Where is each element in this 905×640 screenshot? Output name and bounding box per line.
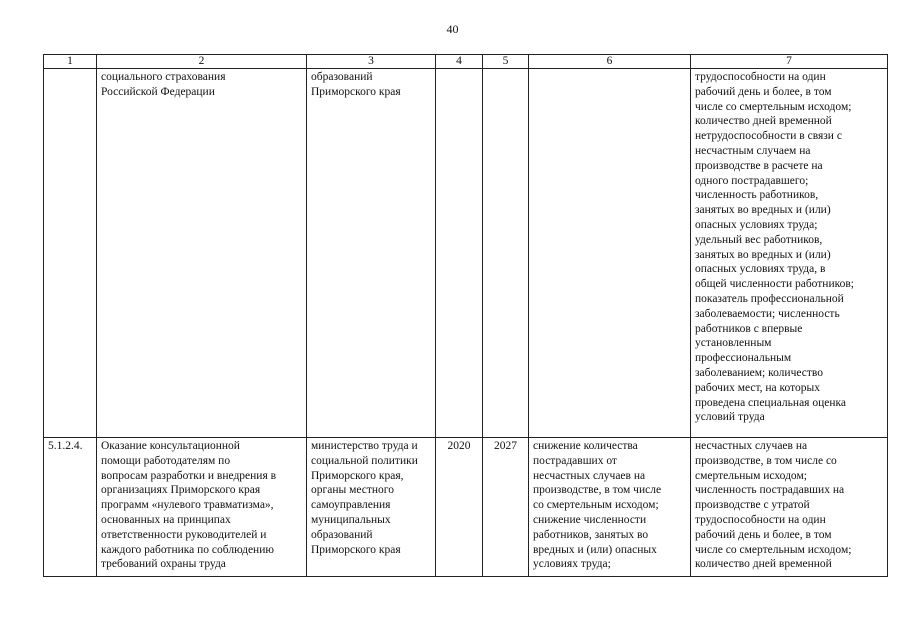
column-header: 3 <box>307 55 436 69</box>
cell-executor <box>307 69 436 438</box>
cell-text-line: производстве с утратой <box>695 499 810 512</box>
table-header-row <box>44 55 888 69</box>
cell-text-line: вопросам разработки и внедрения в <box>101 469 277 482</box>
cell-text-line: несчастных случаев на <box>533 469 646 482</box>
cell-text-line: самоуправления <box>311 499 391 512</box>
cell-text-line: производстве в расчете на <box>695 159 823 172</box>
cell-text-line: снижение количества <box>533 440 638 452</box>
cell-text-line: требований охраны труда <box>101 558 226 571</box>
cell-text-line: занятых во вредных и (или) <box>695 248 831 261</box>
cell-text-line: программ «нулевого травматизма», <box>101 499 274 512</box>
cell-text-line: профессиональным <box>695 352 792 365</box>
cell-text-line: количество дней временной <box>695 558 832 571</box>
cell-text-line: проведена специальная оценка <box>695 396 847 409</box>
cell-text-line: пострадавших от <box>533 454 617 467</box>
cell-indicators <box>691 69 888 438</box>
cell-measure <box>97 438 307 577</box>
measures-table <box>43 54 888 577</box>
cell-text-line: организациях Приморского края <box>101 484 261 497</box>
cell-number <box>44 438 97 577</box>
cell-text-line: удельный вес работников, <box>695 233 823 246</box>
cell-end-year <box>483 69 529 438</box>
cell-text-line: 5.1.2.4. <box>48 440 83 452</box>
cell-text-line: образований <box>311 71 373 83</box>
cell-text-line: рабочий день и более, в том <box>695 528 832 541</box>
cell-text-line: численность работников, <box>695 189 819 202</box>
column-header: 6 <box>529 55 691 69</box>
cell-text-line: со смертельным исходом; <box>533 499 659 512</box>
cell-number <box>44 69 97 438</box>
cell-text-line: числе со смертельным исходом; <box>695 100 852 113</box>
cell-text-line: занятых во вредных и (или) <box>695 204 831 217</box>
cell-text-line: министерство труда и <box>311 440 418 452</box>
cell-text-line: Приморского края <box>311 543 401 556</box>
cell-text-line: показатель профессиональной <box>695 292 844 305</box>
cell-text-line: Российской Федерации <box>101 85 215 98</box>
cell-text-line: несчастных случаев на <box>695 440 808 452</box>
table-row <box>44 438 888 577</box>
cell-text-line: производстве, в том числе со <box>695 454 837 467</box>
cell-text-line: нетрудоспособности в связи с <box>695 130 842 143</box>
cell-text-line: количество дней временной <box>695 115 832 128</box>
cell-text-line: рабочий день и более, в том <box>695 85 832 98</box>
cell-expected-result <box>529 438 691 577</box>
cell-measure <box>97 69 307 438</box>
cell-text-line: общей численности работников; <box>695 278 854 291</box>
cell-text-line: Оказание консультационной <box>101 440 240 452</box>
cell-text-line: трудоспособности на один <box>695 513 826 526</box>
cell-text-line: Приморского края <box>311 85 401 98</box>
cell-text-line: несчастным случаем на <box>695 144 811 157</box>
cell-text-line: производстве, в том числе <box>533 484 662 497</box>
cell-text-line: условий труда <box>695 411 765 424</box>
column-header: 7 <box>691 55 888 69</box>
cell-text-line: опасных условиях труда, в <box>695 263 826 276</box>
cell-text-line: ответственности руководителей и <box>101 528 267 541</box>
cell-text-line: трудоспособности на один <box>695 71 826 83</box>
column-header: 4 <box>436 55 483 69</box>
cell-expected-result <box>529 69 691 438</box>
cell-text-line: каждого работника по соблюдению <box>101 543 274 556</box>
cell-text-line: условиях труда; <box>533 558 611 571</box>
cell-text-line: помощи работодателям по <box>101 454 231 467</box>
cell-text-line: вредных и (или) опасных <box>533 543 657 556</box>
cell-text-line: Приморского края, <box>311 469 404 482</box>
cell-text-line: муниципальных <box>311 513 391 526</box>
cell-text-line: социального страхования <box>101 71 226 83</box>
column-header: 1 <box>44 55 97 69</box>
cell-text-line: одного пострадавшего; <box>695 174 809 187</box>
cell-text-line: смертельным исходом; <box>695 469 807 482</box>
cell-text-line: работников, занятых во <box>533 528 649 541</box>
cell-text-line: заболеваемости; численность <box>695 307 840 320</box>
cell-text-line: социальной политики <box>311 454 418 467</box>
cell-text-line: числе со смертельным исходом; <box>695 543 852 556</box>
cell-end-year: 2027 <box>483 438 529 577</box>
page-number: 40 <box>446 22 459 36</box>
cell-start-year <box>436 69 483 438</box>
cell-text-line: численность пострадавших на <box>695 484 845 497</box>
cell-text-line: образований <box>311 528 373 541</box>
cell-text-line: заболеванием; количество <box>695 366 823 379</box>
cell-text-line: рабочих мест, на которых <box>695 381 820 394</box>
cell-text-line: основанных на принципах <box>101 513 231 526</box>
column-header: 2 <box>97 55 307 69</box>
cell-indicators <box>691 438 888 577</box>
column-header: 5 <box>483 55 529 69</box>
table-row <box>44 69 888 438</box>
cell-text-line: работников с впервые <box>695 322 803 335</box>
cell-executor <box>307 438 436 577</box>
cell-text-line: установленным <box>695 337 772 350</box>
cell-text-line: опасных условиях труда; <box>695 218 818 231</box>
cell-text-line: органы местного <box>311 484 394 497</box>
cell-text-line: снижение численности <box>533 513 647 526</box>
cell-start-year: 2020 <box>436 438 483 577</box>
